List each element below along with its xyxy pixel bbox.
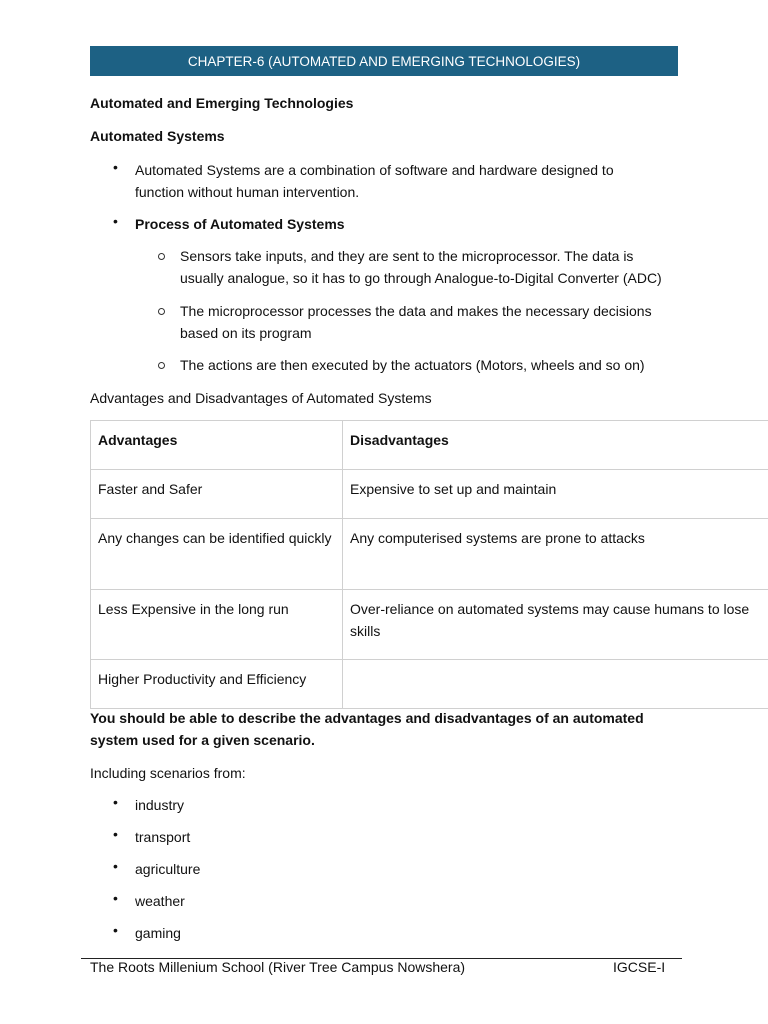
table-caption: Advantages and Disadvantages of Automated Systems	[90, 390, 432, 406]
advantage-cell: Less Expensive in the long run	[91, 590, 343, 660]
footer-school: The Roots Millenium School (River Tree Campus Nowshera)	[90, 959, 466, 975]
circle-bullet-icon	[158, 362, 165, 369]
table-row	[91, 470, 768, 519]
disadvantage-cell: Any computerised systems are prone to attacks	[343, 519, 768, 590]
chapter-title: CHAPTER-6 (AUTOMATED AND EMERGING TECHNOLOGIES)	[187, 53, 581, 69]
process-step	[180, 245, 700, 289]
instruction-text	[90, 707, 690, 751]
section-heading: Automated and Emerging Technologies	[90, 95, 354, 111]
subsection-heading: Automated Systems	[90, 128, 225, 144]
header-advantages: Advantages	[91, 421, 343, 470]
bullet-icon: •	[113, 794, 118, 810]
scenario-item: gaming	[135, 925, 181, 941]
table-header-row	[91, 421, 768, 470]
process-step-line: The microprocessor processes the data and makes the necessary decisions	[180, 303, 652, 319]
disadvantage-cell: Over-reliance on automated systems may cause humans to lose skills	[343, 590, 768, 660]
circle-bullet-icon	[158, 253, 165, 260]
disadvantage-cell: Expensive to set up and maintain	[343, 470, 768, 519]
process-step-line: Sensors take inputs, and they are sent to the microprocessor. The data is	[180, 248, 634, 264]
scenario-item: agriculture	[135, 861, 201, 877]
intro-line-2: function without human intervention.	[135, 184, 360, 200]
scenario-item: transport	[135, 829, 191, 845]
footer-grade: IGCSE-I	[613, 959, 666, 975]
process-heading: Process of Automated Systems	[135, 216, 345, 232]
process-step	[180, 354, 720, 376]
table-row	[91, 519, 768, 590]
process-step-line: The actions are then executed by the actuators (Motors, wheels and so on)	[180, 357, 645, 373]
intro-line-1: Automated Systems are a combination of software and hardware designed to	[135, 162, 614, 178]
scenario-item: industry	[135, 797, 185, 813]
bullet-icon: •	[113, 922, 118, 938]
advantage-cell: Faster and Safer	[91, 470, 343, 519]
chapter-title-banner	[90, 46, 678, 76]
instruction-line: system used for a given scenario.	[90, 732, 315, 748]
advantages-table	[90, 420, 768, 709]
table-row	[91, 660, 768, 709]
table-row	[91, 590, 768, 660]
bullet-icon: •	[113, 858, 118, 874]
bullet-icon: •	[113, 826, 118, 842]
circle-bullet-icon	[158, 308, 165, 315]
bullet-icon: •	[113, 890, 118, 906]
scenarios-intro: Including scenarios from:	[90, 765, 246, 781]
bullet-icon: •	[113, 213, 118, 229]
intro-bullet-text	[135, 159, 695, 203]
advantage-cell: Higher Productivity and Efficiency	[91, 660, 343, 709]
process-step-line: usually analogue, so it has to go through Analogue-to-Digital Converter (ADC)	[180, 270, 662, 286]
disadvantage-cell	[343, 660, 768, 709]
advantage-cell: Any changes can be identified quickly	[91, 519, 343, 590]
scenario-item: weather	[135, 893, 185, 909]
header-disadvantages: Disadvantages	[343, 421, 768, 470]
process-step-line: based on its program	[180, 325, 312, 341]
instruction-line: You should be able to describe the advantages and disadvantages of an automated	[90, 710, 644, 726]
bullet-icon: •	[113, 159, 118, 175]
process-step	[180, 300, 700, 344]
